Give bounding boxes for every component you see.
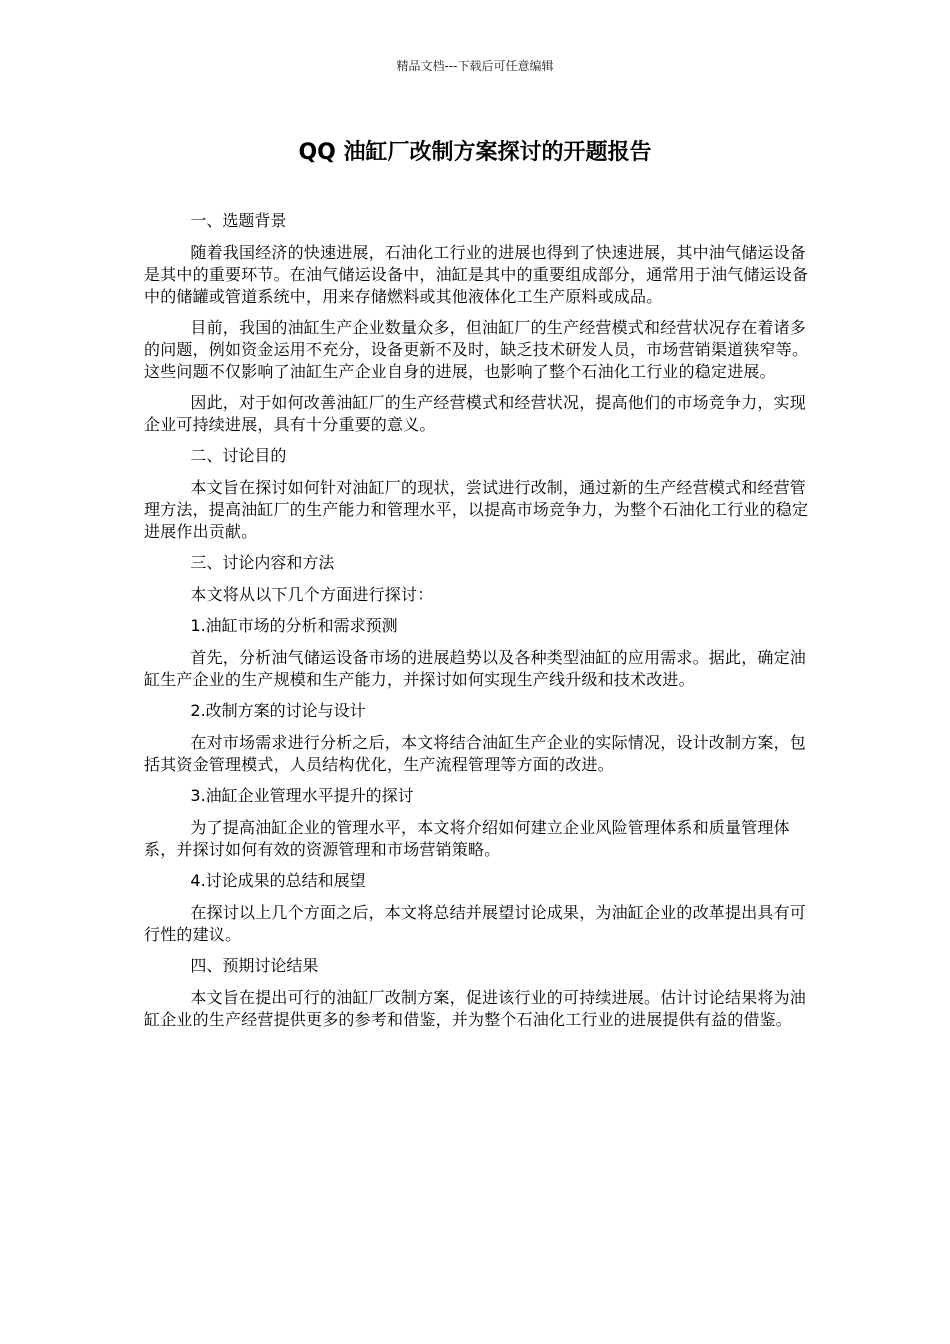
paragraph: 为了提高油缸企业的管理水平，本文将介绍如何建立企业风险管理体系和质量管理体系，并探讨如何有效的资源管理和市场营销策略。 <box>144 818 790 859</box>
paragraph: 本文旨在探讨如何针对油缸厂的现状，尝试进行改制，通过新的生产经营模式和经营管理方法，提高油缸厂的生产能力和管理水平，以提高市场竞争力，为整个石油化工行业的稳定进展作出贡献。 <box>144 478 809 541</box>
subheading-management: 3.油缸企业管理水平提升的探讨 <box>190 786 414 805</box>
subheading-reform-plan: 2.改制方案的讨论与设计 <box>190 701 366 720</box>
section-heading-content-method: 三、讨论内容和方法 <box>190 553 335 572</box>
paragraph: 随着我国经济的快速进展，石油化工行业的进展也得到了快速进展，其中油气储运设备是其中的重要环节。在油气储运设备中，油缸是其中的重要组成部分，通常用于油气储运设备中的储罐或管道系统中，用来存储燃料或其他液体化工生产原料或成品。 <box>144 243 809 306</box>
header-note: 精品文档---下载后可任意编辑 <box>396 59 554 73</box>
subheading-market-analysis: 1.油缸市场的分析和需求预测 <box>190 616 398 635</box>
document-body <box>144 210 812 1040</box>
paragraph: 本文旨在提出可行的油缸厂改制方案，促进该行业的可持续进展。估计讨论结果将为油缸企业的生产经营提供更多的参考和借鉴，并为整个石油化工行业的进展提供有益的借鉴。 <box>144 988 806 1029</box>
paragraph: 目前，我国的油缸生产企业数量众多，但油缸厂的生产经营模式和经营状况存在着诸多的问题，例如资金运用不充分，设备更新不及时，缺乏技术研发人员，市场营销渠道狭窄等。这些问题不仅影响了油缸生产企业自身的进展，也影响了整个石油化工行业的稳定进展。 <box>144 318 809 381</box>
paragraph: 因此，对于如何改善油缸厂的生产经营模式和经营状况，提高他们的市场竞争力，实现企业可持续进展，具有十分重要的意义。 <box>144 393 806 434</box>
section-heading-background: 一、选题背景 <box>190 211 287 230</box>
document-title: QQ 油缸厂改制方案探讨的开题报告 <box>298 140 652 165</box>
paragraph: 在探讨以上几个方面之后，本文将总结并展望讨论成果，为油缸企业的改革提出具有可行性的建议。 <box>144 903 806 944</box>
paragraph: 本文将从以下几个方面进行探讨： <box>190 585 434 604</box>
section-heading-expected-results: 四、预期讨论结果 <box>190 956 319 975</box>
section-heading-purpose: 二、讨论目的 <box>190 446 287 465</box>
subheading-summary: 4.讨论成果的总结和展望 <box>190 871 366 890</box>
paragraph: 在对市场需求进行分析之后，本文将结合油缸生产企业的实际情况，设计改制方案，包括其资金管理模式，人员结构优化，生产流程管理等方面的改进。 <box>144 733 806 774</box>
paragraph: 首先，分析油气储运设备市场的进展趋势以及各种类型油缸的应用需求。据此，确定油缸生产企业的生产规模和生产能力，并探讨如何实现生产线升级和技术改进。 <box>144 648 806 689</box>
